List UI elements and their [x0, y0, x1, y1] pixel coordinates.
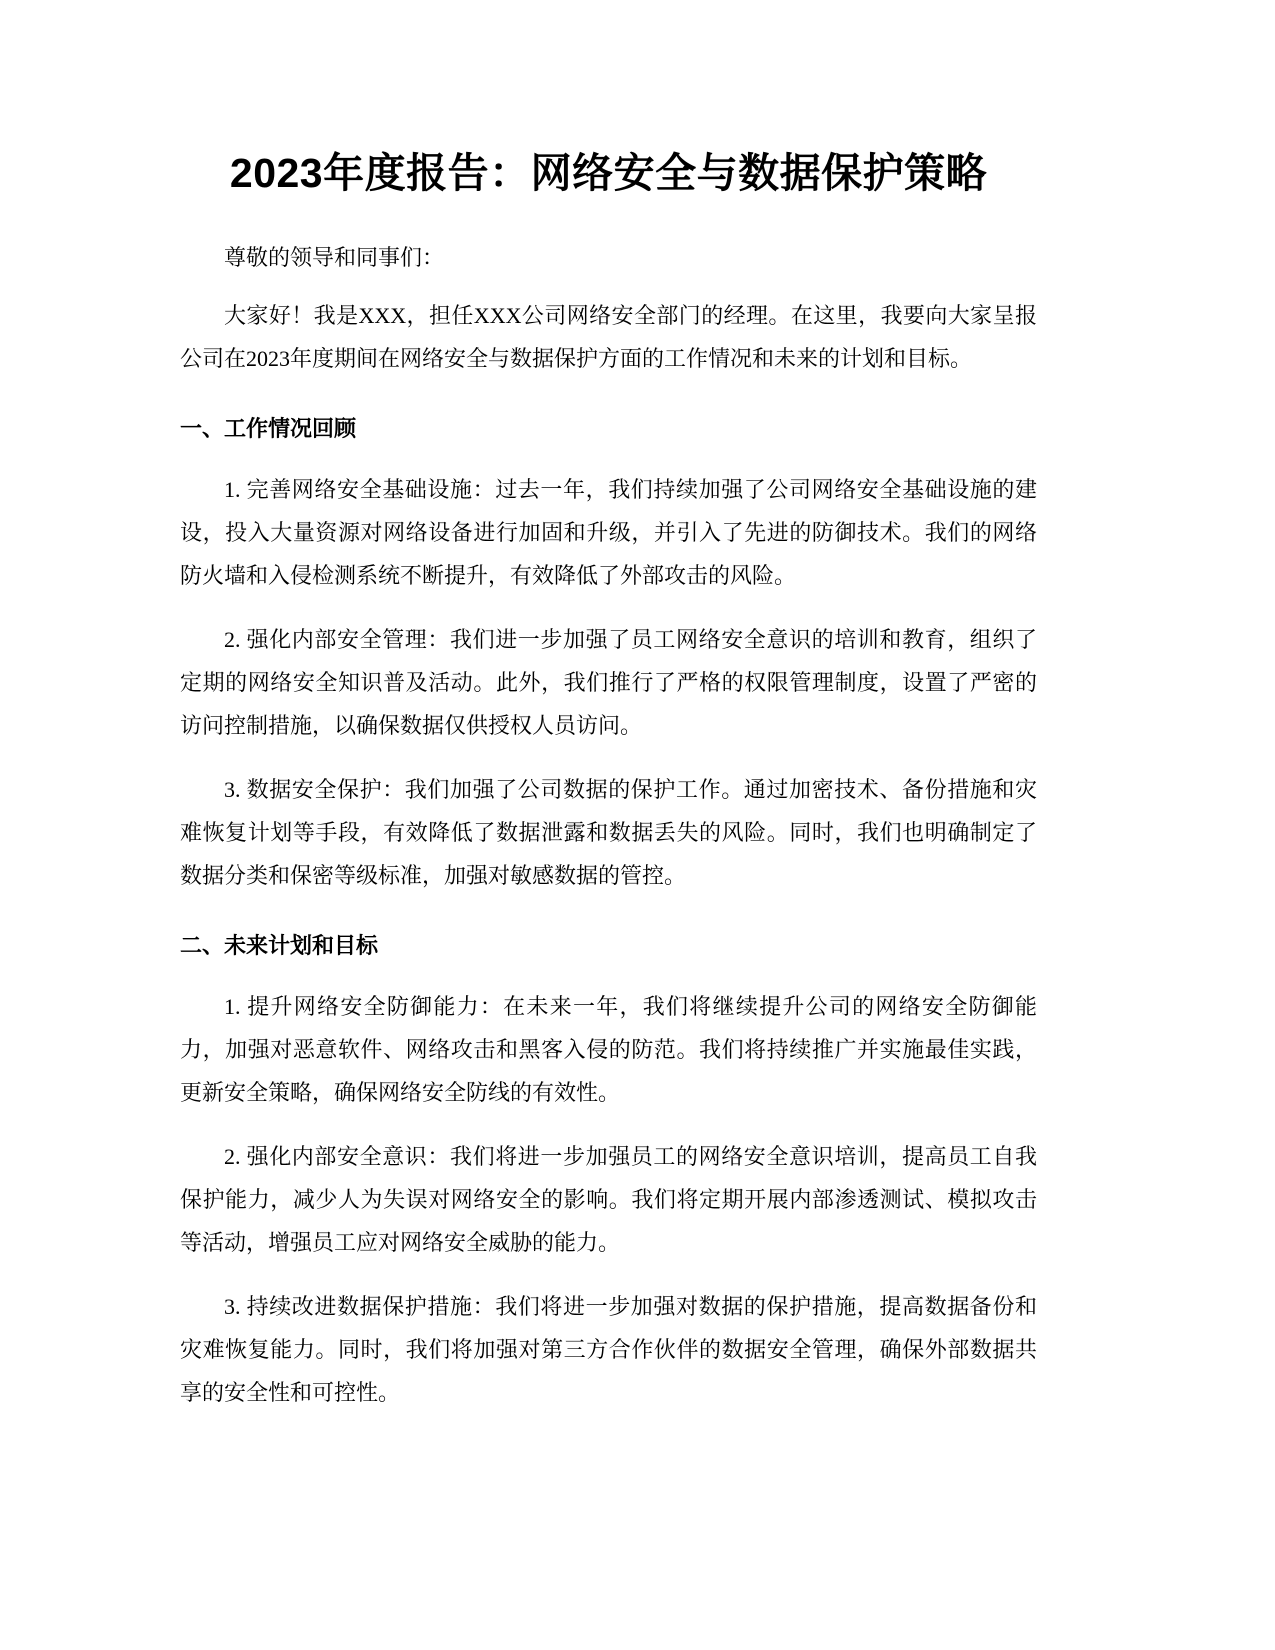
section-heading: 一、工作情况回顾	[180, 416, 357, 441]
section-future-plans	[180, 924, 1037, 1414]
section-work-review	[180, 407, 1037, 897]
list-item: 3. 数据安全保护：我们加强了公司数据的保护工作。通过加密技术、备份措施和灾难恢复计划等手段，有效降低了数据泄露和数据丢失的风险。同时，我们也明确制定了数据分类和保密等级标准，加强对敏感数据的管控。	[180, 777, 1037, 888]
document-title: 2023年度报告：网络安全与数据保护策略	[229, 150, 988, 196]
list-item: 2. 强化内部安全管理：我们进一步加强了员工网络安全意识的培训和教育，组织了定期的网络安全知识普及活动。此外，我们推行了严格的权限管理制度，设置了严密的访问控制措施，以确保数据仅供授权人员访问。	[180, 627, 1037, 738]
list-item: 3. 持续改进数据保护措施：我们将进一步加强对数据的保护措施，提高数据备份和灾难恢复能力。同时，我们将加强对第三方合作伙伴的数据安全管理，确保外部数据共享的安全性和可控性。	[180, 1294, 1037, 1405]
document-body	[180, 140, 1037, 1414]
intro-paragraph: 大家好！我是XXX，担任XXX公司网络安全部门的经理。在这里，我要向大家呈报公司在2023年度期间在网络安全与数据保护方面的工作情况和未来的计划和目标。	[180, 303, 1037, 371]
list-item: 1. 完善网络安全基础设施：过去一年，我们持续加强了公司网络安全基础设施的建设，投入大量资源对网络设备进行加固和升级，并引入了先进的防御技术。我们的网络防火墙和入侵检测系统不断提升，有效降低了外部攻击的风险。	[180, 477, 1037, 588]
list-item: 2. 强化内部安全意识：我们将进一步加强员工的网络安全意识培训，提高员工自我保护能力，减少人为失误对网络安全的影响。我们将定期开展内部渗透测试、模拟攻击等活动，增强员工应对网络安全威胁的能力。	[180, 1144, 1037, 1255]
salutation: 尊敬的领导和同事们：	[224, 245, 445, 270]
section-heading: 二、未来计划和目标	[180, 933, 379, 958]
list-item: 1. 提升网络安全防御能力：在未来一年，我们将继续提升公司的网络安全防御能力，加强对恶意软件、网络攻击和黑客入侵的防范。我们将持续推广并实施最佳实践，更新安全策略，确保网络安全防线的有效性。	[180, 994, 1037, 1105]
